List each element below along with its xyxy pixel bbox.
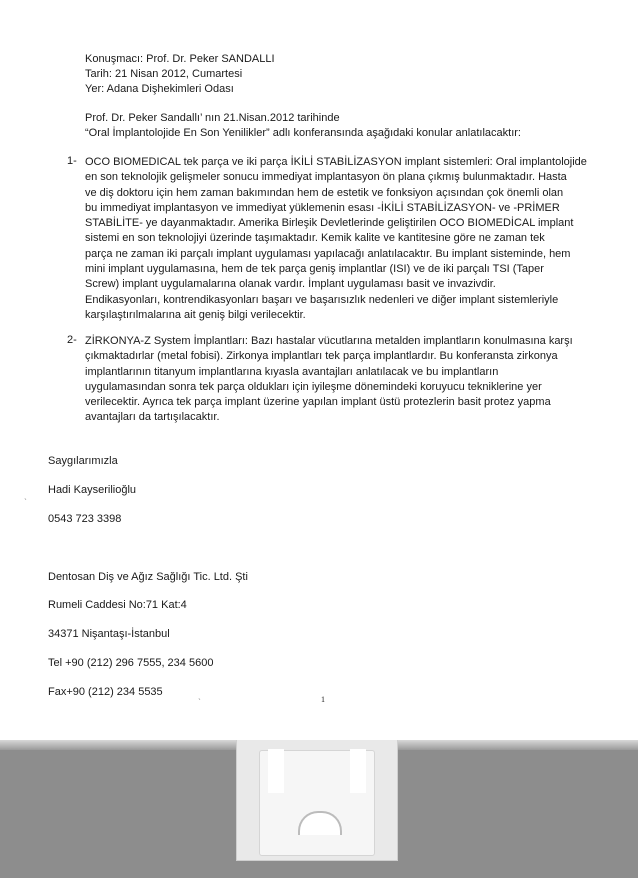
company-fax: Fax+90 (212) 234 5535 [48,686,163,698]
item-1-line: ve diş doktoru için hem zaman bakımından hem de estetik ve fonksiyon açısından çok önemli olan [85,186,564,199]
company-city: 34371 Nişantaşı-İstanbul [48,628,170,640]
date-line: Tarih: 21 Nisan 2012, Cumartesi [85,68,243,80]
clip-tab-right [350,749,366,793]
item-1-line: sistemi en son teknolojiyi üzerinde taşımaktadır. Kemik kalite ve kantitesine göre ne zaman tek [85,232,545,245]
item-2-line: ZİRKONYA-Z System İmplantları: Bazı hastalar vücutlarına metalden implantların konulmasına karşı [85,335,573,347]
item-1-line: mini implant uygulamasına, hem de tek parça geniş implantlar (ISI) ve de iki parçalı TSI (Taper [85,263,544,276]
company-street: Rumeli Caddesi No:71 Kat:4 [48,599,187,611]
item-2-line: implantlarının titanyum implantlarına kıyasla avantajları anlatılacak ve bu implantların [85,365,499,378]
item-1-line: karşılaştırılmalarına ait geniş bilgi verilecektir. [85,308,306,321]
item-1-paragraph [85,155,587,323]
item-1-line: OCO BIOMEDICAL tek parça ve iki parça İKİLİ STABİLİZASYON implant sistemleri: Oral implantolojide [85,156,587,168]
place-line: Yer: Adana Dişhekimleri Odası [85,83,234,95]
clip-tab-left [268,749,284,793]
company-tel: Tel +90 (212) 296 7555, 234 5600 [48,657,214,669]
scan-mark-icon: ˎ [198,690,202,701]
intro-line-2: “Oral İmplantolojide En Son Yenilikler” adlı konferansında aşağıdaki konular anlatılacaktır: [85,127,521,139]
page-number: 1 [321,695,325,704]
item-1-line: STABİLİTE- ye dayanmaktadır. Amerika Birleşik Devletlerinde geliştirilen OCO BIOMEDİCAL implant [85,217,574,230]
clip-card [259,750,375,856]
item-1-line: en son teknolojik gelişmeler sonucu immediyat implantasyon ön plana çıkmış bulunmaktadır. Hasta [85,171,567,184]
signer-phone: 0543 723 3398 [48,513,122,525]
paper-holder-clip [236,740,398,861]
item-2-number: 2- [67,334,77,346]
item-2-line: avantajları da tartışılacaktır. [85,411,220,424]
item-2-line: verilecektir. Ayrıca tek parça implant üzerine yapılan implant üstü protezlerin basit protez yapma [85,396,551,409]
clip-slot [298,811,342,835]
company-name: Dentosan Diş ve Ağız Sağlığı Tic. Ltd. Şti [48,571,248,583]
item-1-number: 1- [67,155,77,167]
item-1-line: Endikasyonları, kontrendikasyonları başarı ve başarısızlık nedenleri ve diğer implant sistemleriyle [85,293,559,306]
speaker-line: Konuşmacı: Prof. Dr. Peker SANDALLI [85,53,275,65]
scan-mark-icon: ˎ [24,490,28,501]
item-1-line: parça ne zaman iki parçalı implant uygulaması yapılacağı anlatılacaktır. Bu implant sisteminde, hem [85,247,571,260]
signer-name: Hadi Kayserilioğlu [48,484,137,496]
item-2-paragraph [85,334,573,426]
greeting: Saygılarımızla [48,455,118,467]
item-1-line: Screw) implant uygulamalarına olanak vardır. İmplant uygulaması basit ve invazivdir. [85,278,496,291]
item-2-line: uygulamasından sonra tek parça oldukları için iyileşme dönemindeki koruyucu tekniklerine yer [85,380,542,393]
item-2-line: çıkmaktadırlar (metal fobisi). Zirkonya implantları tek parça implantlardır. Bu konferansta zirkonya [85,350,558,363]
intro-line-1: Prof. Dr. Peker Sandallı’ nın 21.Nisan.2012 tarihinde [85,112,340,124]
item-1-line: bu immediyat implantasyon ve immediyat yüklemenin esası -İKİLİ STABİLİZASYON- ve -PRİMER [85,201,560,214]
